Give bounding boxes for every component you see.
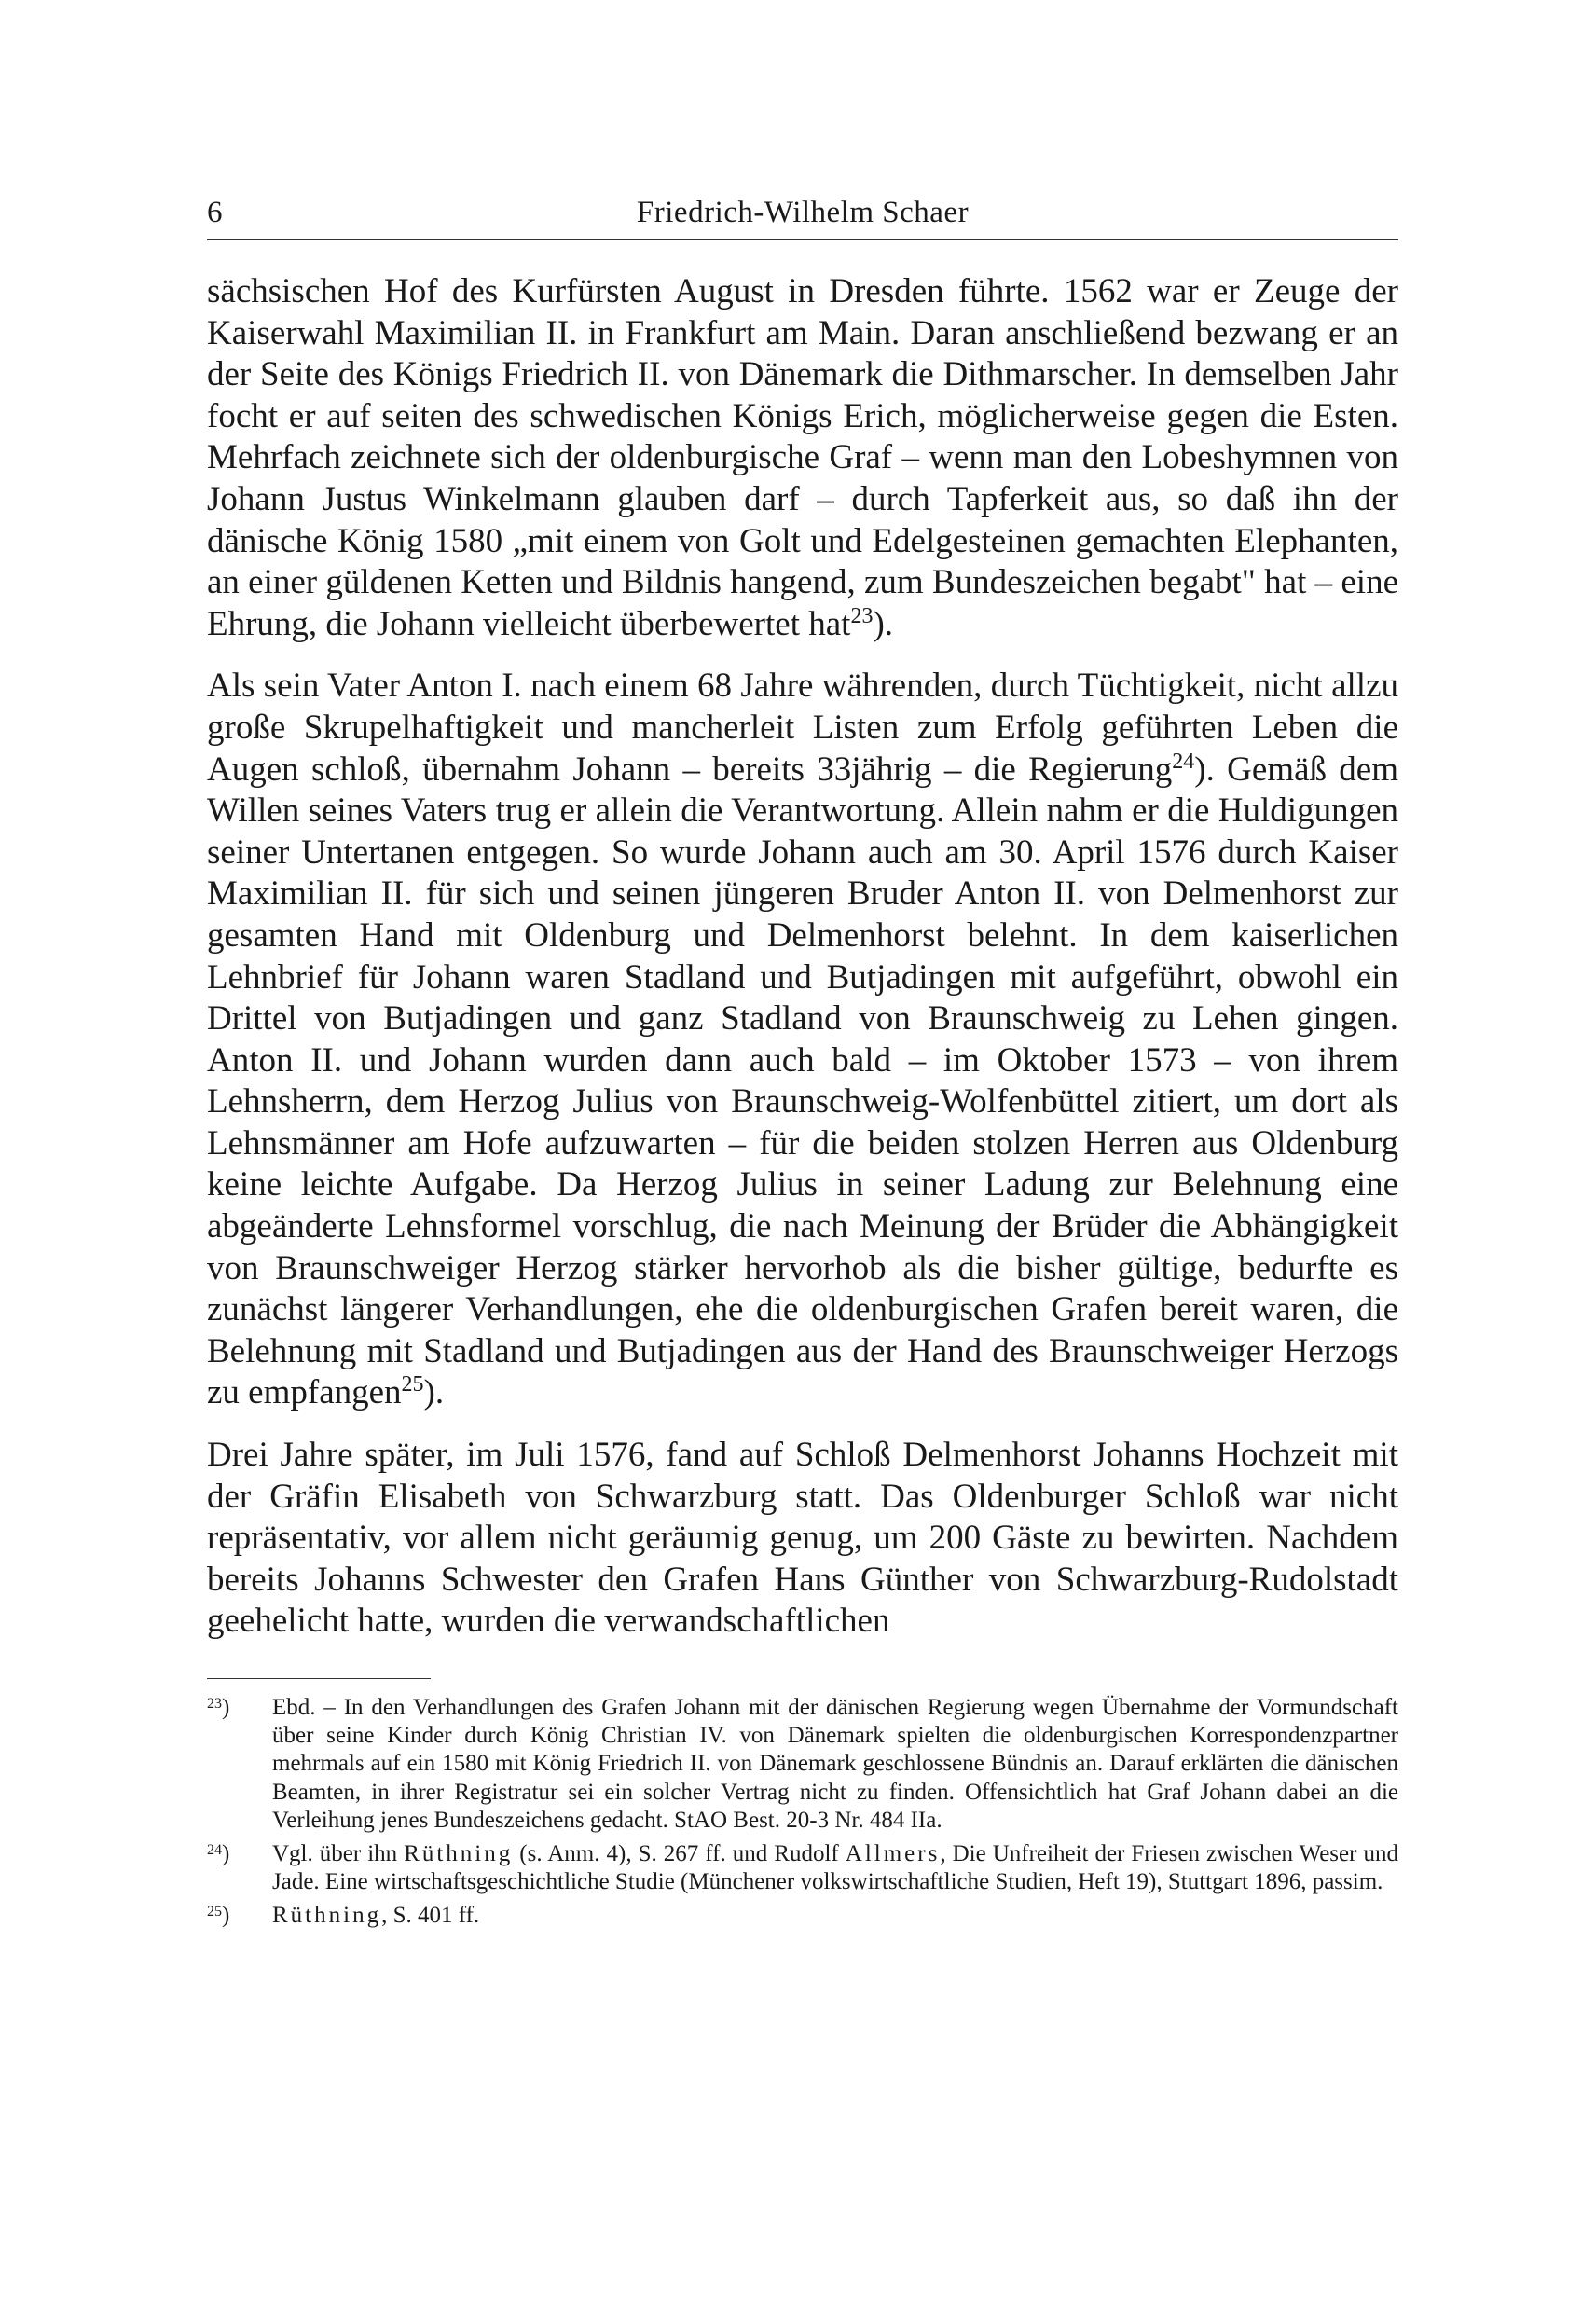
page-number: 6 (207, 196, 223, 229)
footnote-reference: 24 (1172, 749, 1195, 774)
running-header (207, 186, 1398, 240)
paragraph-text: ). (873, 604, 894, 643)
footnote-text: Rüthning, S. 401 ff. (272, 1903, 480, 1929)
footnote (207, 1840, 1398, 1896)
document-page (207, 186, 1398, 1936)
paragraph (207, 666, 1398, 1414)
paragraph-text: Als sein Vater Anton I. nach einem 68 Jahre währenden, durch Tüchtigkeit, nicht allzu große Skrupelhaftigkeit und mancherleit Listen zum Erfolg geführten Leben die Augen schloß, übernahm Johann – bereits 33jährig – die Regierung (207, 667, 1398, 789)
footnote-text: Ebd. – In den Verhandlungen des Grafen Johann mit der dänischen Regierung wegen Übernahme der Vormundschaft über seine Kinder durch König Christian IV. von Dänemark spielten die oldenburgischen Korrespondenzpartner mehrmals auf ein 1580 mit König Friedrich II. von Dänemark geschlossene Bündnis an. Darauf erklärten die dänischen Beamten, in ihrer Registratur sei ein solcher Vertrag nicht zu finden. Offensichtlich hat Graf Johann dabei an die Verleihung jenes Bundeszeichens gedacht. StAO Best. 20-3 Nr. 484 IIa. (272, 1695, 1398, 1833)
paragraph-text: Drei Jahre später, im Juli 1576, fand auf Schloß Delmenhorst Johanns Hochzeit mit der Gräfin Elisabeth von Schwarzburg statt. Das Oldenburger Schloß war nicht repräsentativ, vor allem nicht geräumig genug, um 200 Gäste zu bewirten. Nachdem bereits Johanns Schwester den Grafen Hans Günther von Schwarzburg-Rudolstadt geehelicht hatte, wurden die verwandschaftlichen (207, 1436, 1398, 1641)
footnote-reference: 25 (401, 1372, 424, 1397)
footnote-text: Vgl. über ihn Rüthning (s. Anm. 4), S. 267 ff. und Rudolf Allmers, Die Unfreiheit der Friesen zwischen Weser und Jade. Eine wirtschaftsgeschichtliche Studie (Münchener volkswirtschaftliche Studien, Heft 19), Stuttgart 1896, passim. (272, 1841, 1398, 1895)
footnote-reference: 23 (850, 603, 874, 628)
footnote-number: $^{23}$) (207, 1695, 230, 1720)
footnote-number: $^{25}$) (207, 1903, 230, 1929)
paragraph-text: sächsischen Hof des Kurfürsten August in Dresden führte. 1562 war er Zeuge der Kaiserwahl Maximilian II. in Frankfurt am Main. Daran anschließend bezwang er an der Seite des Königs Friedrich II. von Dänemark die Dithmarscher. In demselben Jahr focht er auf seiten des schwedischen Königs Erich, möglicherweise gegen die Esten. Mehrfach zeichnete sich der oldenburgische Graf – wenn man den Lobeshymnen von Johann Justus Winkelmann glauben darf – durch Tapferkeit aus, so daß ihn der dänische König 1580 „mit einem von Golt und Edelgesteinen gemachten Elephanten, an einer güldenen Ketten und Bildnis hangend, zum Bundeszeichen begabt" hat – eine Ehrung, die Johann vielleicht überbewertet hat (207, 272, 1398, 643)
paragraph-text: ). Gemäß dem Willen seines Vaters trug er allein die Verantwortung. Allein nahm er die Huldigungen seiner Untertanen entgegen. So wurde Johann auch am 30. April 1576 durch Kaiser Maximilian II. für sich und seinen jüngeren Bruder Anton II. von Delmenhorst zur gesamten Hand mit Oldenburg und Delmenhorst belehnt. In dem kaiserlichen Lehnbrief für Johann waren Stadland und Butjadingen mit aufgeführt, obwohl ein Drittel von Butjadingen und ganz Stadland von Braunschweig zu Lehen gingen. Anton II. und Johann wurden dann auch bald – im Oktober 1573 – von ihrem Lehnsherrn, dem Herzog Julius von Braunschweig-Wolfenbüttel zitiert, um dort als Lehnsmänner am Hofe aufzuwarten – für die beiden stolzen Herren aus Oldenburg keine leichte Aufgabe. Da Herzog Julius in seiner Ladung zur Belehnung eine abgeänderte Lehnsformel vorschlug, die nach Meinung der Brüder die Abhängigkeit von Braunschweiger Herzog stärker hervorhob als die bisher gültige, bedurfte es zunächst längerer Verhandlungen, ehe die oldenburgischen Grafen bereit waren, die Belehnung mit Stadland und Butjadingen aus der Hand des Braunschweiger Herzogs zu empfangen (207, 750, 1398, 1412)
paragraph (207, 1435, 1398, 1643)
running-title: Friedrich-Wilhelm Schaer (636, 196, 970, 229)
body-text (207, 271, 1398, 1643)
footnote (207, 1694, 1398, 1835)
footnote-divider (207, 1678, 431, 1679)
paragraph-text: ). (423, 1373, 445, 1412)
footnote (207, 1902, 1398, 1930)
author-name: Rüthning (404, 1841, 514, 1867)
author-name: Rüthning (272, 1903, 382, 1929)
author-name: Allmers (845, 1841, 941, 1867)
footnotes (207, 1694, 1398, 1931)
paragraph (207, 271, 1398, 645)
footnote-number: $^{24}$) (207, 1841, 230, 1867)
